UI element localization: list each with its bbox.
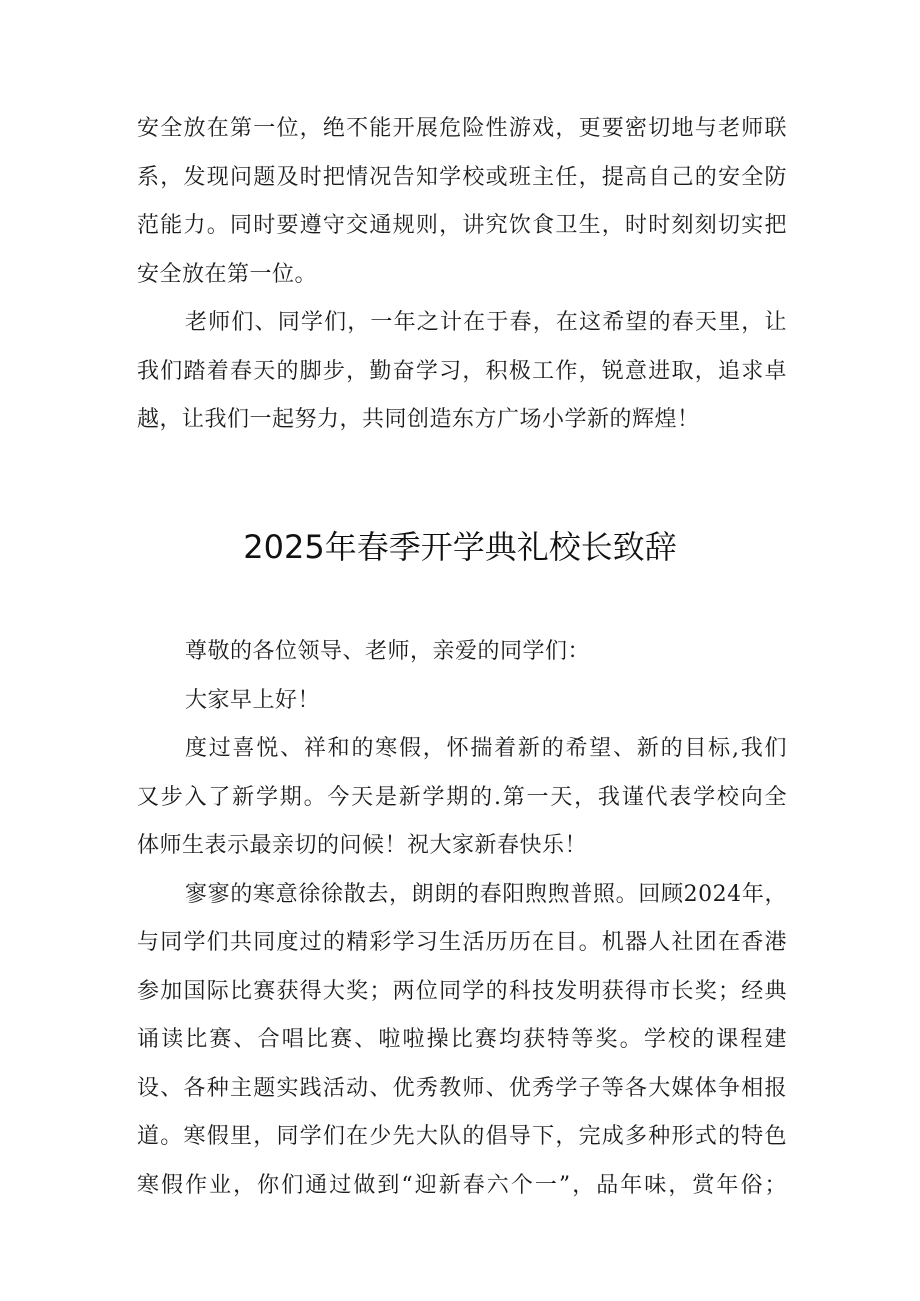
paragraph-closing bbox=[137, 299, 787, 445]
speech-title: 2025年春季开学典礼校长致辞 bbox=[243, 528, 677, 566]
speech-body bbox=[137, 628, 787, 1210]
text-line: 我们踏着春天的脚步，勤奋学习，积极工作，锐意进取，追求卓 bbox=[137, 358, 787, 384]
text-line: 寥寥的寒意徐徐散去，朗朗的春阳煦煦普照。回顾2024年， bbox=[185, 881, 787, 907]
text-line: 尊敬的各位领导、老师，亲爱的同学们： bbox=[185, 639, 591, 664]
text-line: 体师生表示最亲切的问候！祝大家新春快乐！ bbox=[137, 833, 588, 858]
text-line: 范能力。同时要遵守交通规则，讲究饮食卫生，时时刻刻切实把 bbox=[137, 213, 787, 238]
paragraph-greeting bbox=[137, 677, 787, 726]
text-line: 安全放在第一位，绝不能开展危险性游戏，更要密切地与老师联 bbox=[137, 116, 787, 141]
text-line: 安全放在第一位。 bbox=[137, 261, 318, 287]
paragraph-new-semester bbox=[137, 725, 787, 871]
text-line: 寒假作业，你们通过做到“迎新春六个一”，品年味，赏年俗； bbox=[137, 1172, 787, 1198]
previous-speech-ending bbox=[137, 105, 787, 445]
text-line: 度过喜悦、祥和的寒假，怀揣着新的希望、新的目标,我们 bbox=[185, 736, 787, 761]
text-line: 参加国际比赛获得大奖；两位同学的科技发明获得市长奖；经典 bbox=[137, 978, 787, 1004]
text-line: 越，让我们一起努力，共同创造东方广场小学新的辉煌！ bbox=[137, 407, 700, 432]
paragraph-review bbox=[137, 871, 787, 1211]
paragraph-safety bbox=[137, 105, 787, 299]
text-line: 又步入了新学期。今天是新学期的.第一天，我谨代表学校向全 bbox=[137, 784, 787, 810]
text-line: 老师们、同学们，一年之计在于春，在这希望的春天里，让 bbox=[185, 310, 787, 335]
text-line: 诵读比赛、合唱比赛、啦啦操比赛均获特等奖。学校的课程建 bbox=[137, 1027, 787, 1052]
text-line: 与同学们共同度过的精彩学习生活历历在目。机器人社团在香港 bbox=[137, 930, 787, 955]
paragraph-salutation bbox=[137, 628, 787, 677]
text-line: 系，发现问题及时把情况告知学校或班主任，提高自己的安全防 bbox=[137, 164, 787, 190]
text-line: 设、各种主题实践活动、优秀教师、优秀学子等各大媒体争相报 bbox=[137, 1075, 787, 1101]
text-line: 道。寒假里，同学们在少先大队的倡导下，完成多种形式的特色 bbox=[137, 1124, 787, 1149]
text-line: 大家早上好！ bbox=[185, 687, 321, 713]
